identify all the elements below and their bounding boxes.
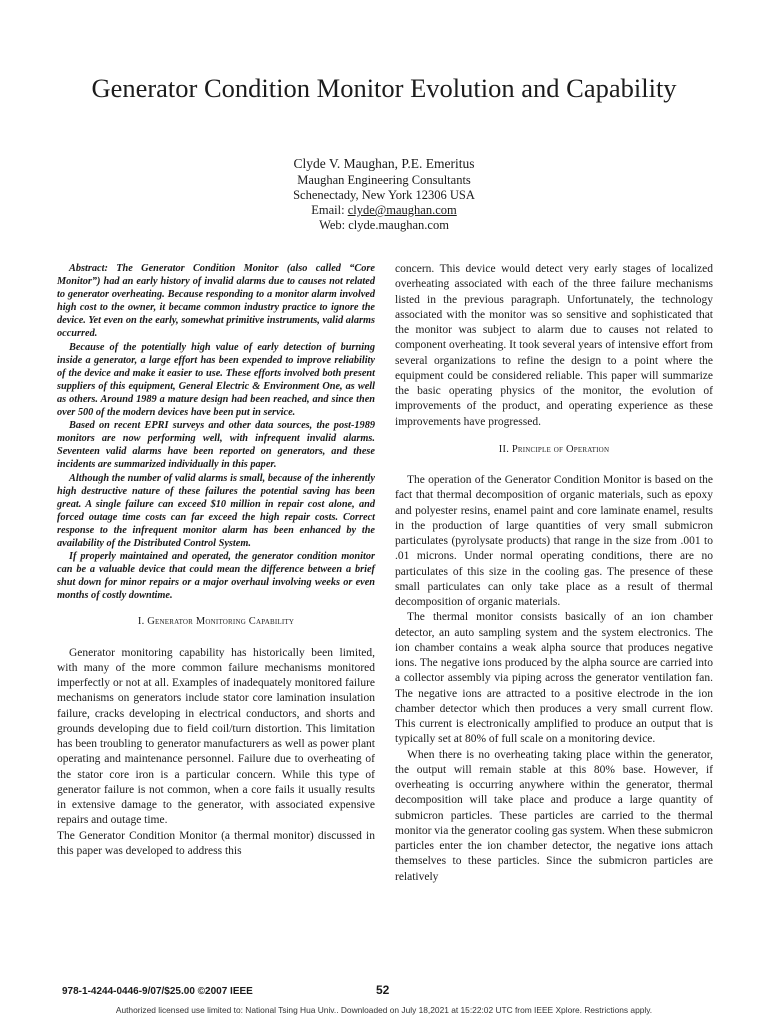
section-heading-2: II. Principle of Operation [498, 443, 610, 455]
author-web: Web: clyde.maughan.com [319, 218, 449, 232]
body-paragraph: The thermal monitor consists basically of an ion chamber detector, an auto sampling system and the system electronics. The ion chamber contains a weak alpha source that produces negative ions. The negative ions produced by the alpha source are carried into a collector assembly via piping across the generator ventilation fan. The negative ions are attracted to a positive electrode in the ion chamber detector which then produces a very small current flow. This current is electronically amplified to produce an output that is typically set at 80% of full scale on a monitoring device. [395, 611, 713, 746]
body-paragraph: The operation of the Generator Condition Monitor is based on the fact that thermal decomposition of organic materials, such as epoxy and polyester resins, enamel paint and core laminate enamel, results in the production of large quantities of very small submicron particulates (pyrolysate products) that range in the size from .001 to .01 microns. Under normal operating conditions, there are no particulates of this size in the cooling gas. The presence of these small particulates can only take place as a result of thermal decomposition of organic materials. [395, 474, 713, 608]
author-address: Schenectady, New York 12306 USA [293, 188, 475, 202]
body-paragraph: The Generator Condition Monitor (a thermal monitor) discussed in this paper was developed to address this [57, 829, 375, 857]
right-column [395, 262, 713, 885]
abstract-paragraph: Because of the potentially high value of early detection of burning inside a generator, a large effort has been expended to improve reliability of the device and make it easier to use. These efforts involved both present suppliers of this equipment, General Electric & Environment One, as well as others. Around 1989 a mature design had been reached, and since then over 500 of the modern devices have been put in service. [57, 341, 375, 419]
abstract-paragraph: Based on recent EPRI surveys and other data sources, the post-1989 monitors are now performing well, with infrequent invalid alarms. Seventeen valid alarms have been reported on generators, and these incidents are summarized individually in this paper. [57, 420, 375, 471]
email-label: Email: [311, 203, 348, 217]
body-paragraph: concern. This device would detect very early stages of localized overheating associated with each of the three failure mechanisms listed in the previous paragraph. Unfortunately, the technology associated with the monitor was so sensitive and sophisticated that the monitor was subject to alarm due to causes not related to component overheating. It took several years of intensive effort from several organizations to refine the design to a point where the equipment could be considered reliable. This paper will summarize the basic operating physics of the monitor, the evolution of improvements of the product, and operating experience as these improvements have progressed. [395, 263, 713, 428]
abstract [57, 262, 375, 602]
left-column [57, 262, 375, 859]
author-name: Clyde V. Maughan, P.E. Emeritus [293, 156, 475, 171]
author-email-line [200, 203, 568, 218]
paper-title: Generator Condition Monitor Evolution and Capability [91, 73, 677, 103]
copyright-line: 978-1-4244-0446-9/07/$25.00 ©2007 IEEE [62, 986, 253, 997]
author-affiliation: Maughan Engineering Consultants [297, 173, 471, 187]
author-block [200, 155, 568, 233]
body-paragraph: Generator monitoring capability has historically been limited, with many of the more common failure mechanisms monitored imperfectly or not at all. Examples of inadequately monitored failure mechanisms on generators include stator core lamination insulation failure, cracks developing in electrical conductors, and shorts and grounds developing due to field coil/turn distortion. This limitation has been troubling to generator manufacturers as well as power plant operating and maintenance personnel. Failure due to overheating of the stator core iron is a particular concern. While this type of generator failure is not common, when a core fails it usually results in extensive damage to the generator, with associated expensive repairs and outage time. [57, 646, 375, 827]
abstract-paragraph: If properly maintained and operated, the generator condition monitor can be a valuable device that could mean the difference between a brief shut down for minor repairs or a major overhaul involving weeks or even months of costly downtime. [57, 551, 375, 602]
abstract-paragraph: Abstract: The Generator Condition Monitor (also called “Core Monitor”) had an early history of invalid alarms due to causes not related to generator overheating. Because responding to a monitor alarm involved high cost to the owner, it became common industry practice to ignore the device. Yet even on the early, somewhat primitive instruments, valid alarms occurred. [57, 263, 375, 340]
abstract-paragraph: Although the number of valid alarms is small, because of the inherently high destructive nature of these failures the potential saving has been great. A single failure can exceed $10 million in repair cost alone, and forced outage time costs can far exceed the high repair costs. Correct response to the infrequent monitor alarm has been enhanced by the availability of the Distributed Control System. [57, 472, 375, 549]
body-paragraph: When there is no overheating taking place within the generator, the output will remain stable at this 80% base. However, if overheating is occurring anywhere within the generator, thermal decomposition will take place and produce a large quantity of submicron particles. These particles are carried to the thermal monitor via the generator cooling gas system. When these submicron particles enter the ion chamber detector, the negative ions attach themselves to these particles. Since the submicron particles are relatively [395, 748, 713, 883]
email-link[interactable]: clyde@maughan.com [347, 203, 457, 217]
license-notice: Authorized licensed use limited to: National Tsing Hua Univ.. Downloaded on July 18,2021 at 15:22:02 UTC from IEEE Xplore. Restrictions apply. [115, 1005, 653, 1015]
section-heading-1: I. Generator Monitoring Capability [137, 616, 295, 628]
page-number: 52 [376, 983, 390, 997]
